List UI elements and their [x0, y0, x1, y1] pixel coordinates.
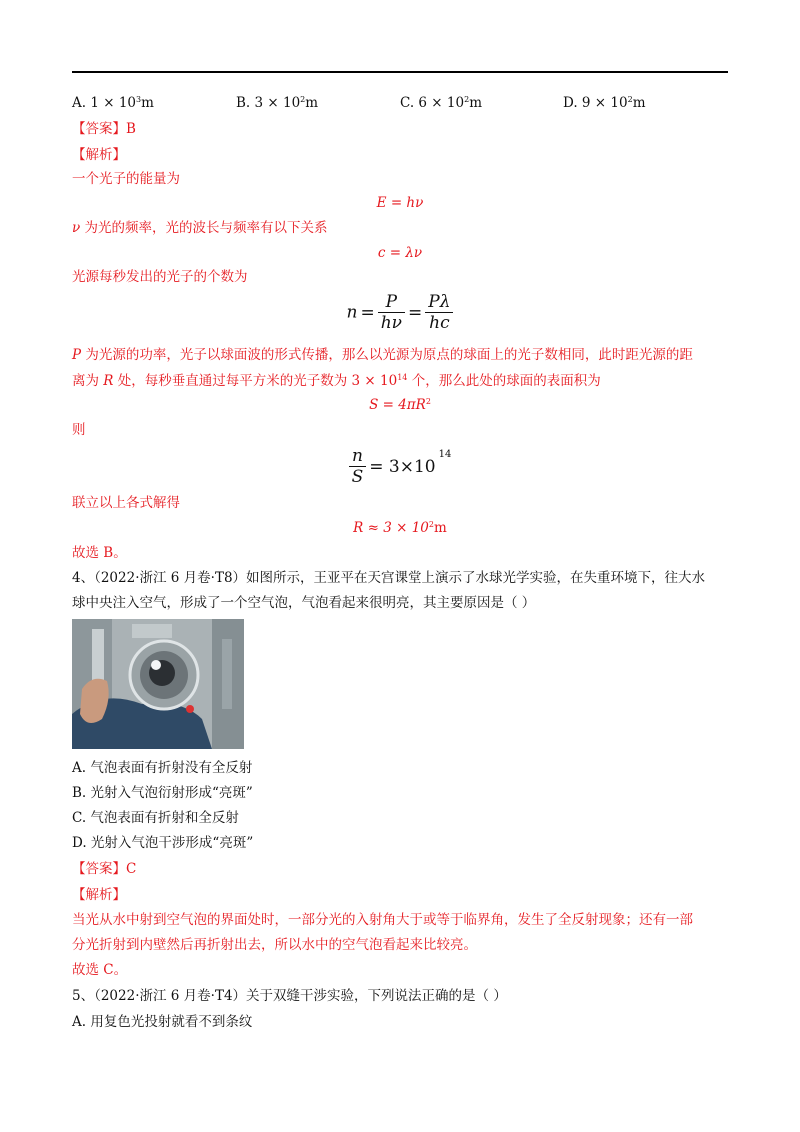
q3-eq-wave: c = λν — [377, 245, 423, 261]
q5-stem: 5、（2022·浙江 6 月卷·T4）关于双缝干涉实验，下列说法正确的是（ ） — [72, 988, 507, 1004]
q3-eq-energy: E = hν — [376, 195, 424, 211]
q3-analysis-line5: 离为 R 处，每秒垂直通过每平方米的光子数为 $3 \times 10^{14}$ 个，那么此处的球面的表面积为 — [72, 373, 601, 389]
q3-answer: 【答案】B — [72, 121, 136, 137]
q3-analysis-label: 【解析】 — [72, 147, 126, 163]
header-rule — [72, 71, 728, 73]
q4-analysis-label: 【解析】 — [72, 887, 126, 903]
q4-stem-line1: 4、（2022·浙江 6 月卷·T8）如图所示，王亚平在天宫课堂上演示了水球光学实验，在失重环境下，往大水 — [72, 570, 706, 586]
q3-analysis-line2: ν 为光的频率，光的波长与频率有以下关系 — [72, 220, 328, 236]
q4-analysis-line1: 当光从水中射到空气泡的界面处时，一部分光的入射角大于或等于临界角，发生了全反射现象；还有一部 — [72, 912, 693, 928]
q4-option-a: A. 气泡表面有折射没有全反射 — [72, 760, 253, 776]
q3-eq-photon-count: n = $\frac{P}{h\nu}$ = $\frac{P\lambda}{hc}$ — [0, 292, 800, 333]
q3-analysis-line1: 一个光子的能量为 — [72, 171, 180, 187]
q4-analysis-line2: 分光折射到内壁然后再折射出去，所以水中的空气泡看起来比较亮。 — [72, 937, 477, 953]
q3-option-a: A. $1 \times 10^3m$ — [72, 95, 154, 111]
q3-eq-ratio: $\frac{n}{S}$ = $3\times 10^{14}$ — [0, 446, 800, 487]
q4-conclusion: 故选 C。 — [72, 962, 128, 978]
q5-option-a: A. 用复色光投射就看不到条纹 — [72, 1014, 253, 1030]
q3-option-c: C. $6 \times 10^2m$ — [400, 95, 482, 111]
water-ball-experiment-photo — [72, 619, 244, 749]
q3-option-d: D. $9 \times 10^2m$ — [563, 95, 646, 111]
q4-option-d: D. 光射入气泡干涉形成“亮斑” — [72, 835, 254, 851]
q4-answer: 【答案】C — [72, 861, 137, 877]
q3-analysis-line3: 光源每秒发出的光子的个数为 — [72, 269, 248, 285]
q3-analysis-line6: 则 — [72, 422, 86, 438]
q3-analysis-line7: 联立以上各式解得 — [72, 495, 180, 511]
q3-conclusion: 故选 B。 — [72, 545, 127, 561]
q4-option-b: B. 光射入气泡衍射形成“亮斑” — [72, 785, 253, 801]
q3-eq-area: $S = 4\pi R^2$ — [369, 397, 431, 413]
q3-analysis-line4: P 为光源的功率，光子以球面波的形式传播，那么以光源为原点的球面上的光子数相同，此时距光源的距 — [72, 347, 693, 363]
q4-option-c: C. 气泡表面有折射和全反射 — [72, 810, 239, 826]
q3-eq-result: $R \approx 3 \times 10^2m$ — [353, 520, 447, 536]
q3-option-b: B. $3 \times 10^2m$ — [236, 95, 319, 111]
q4-stem-line2: 球中央注入空气，形成了一个空气泡，气泡看起来很明亮，其主要原因是（ ） — [72, 595, 536, 611]
